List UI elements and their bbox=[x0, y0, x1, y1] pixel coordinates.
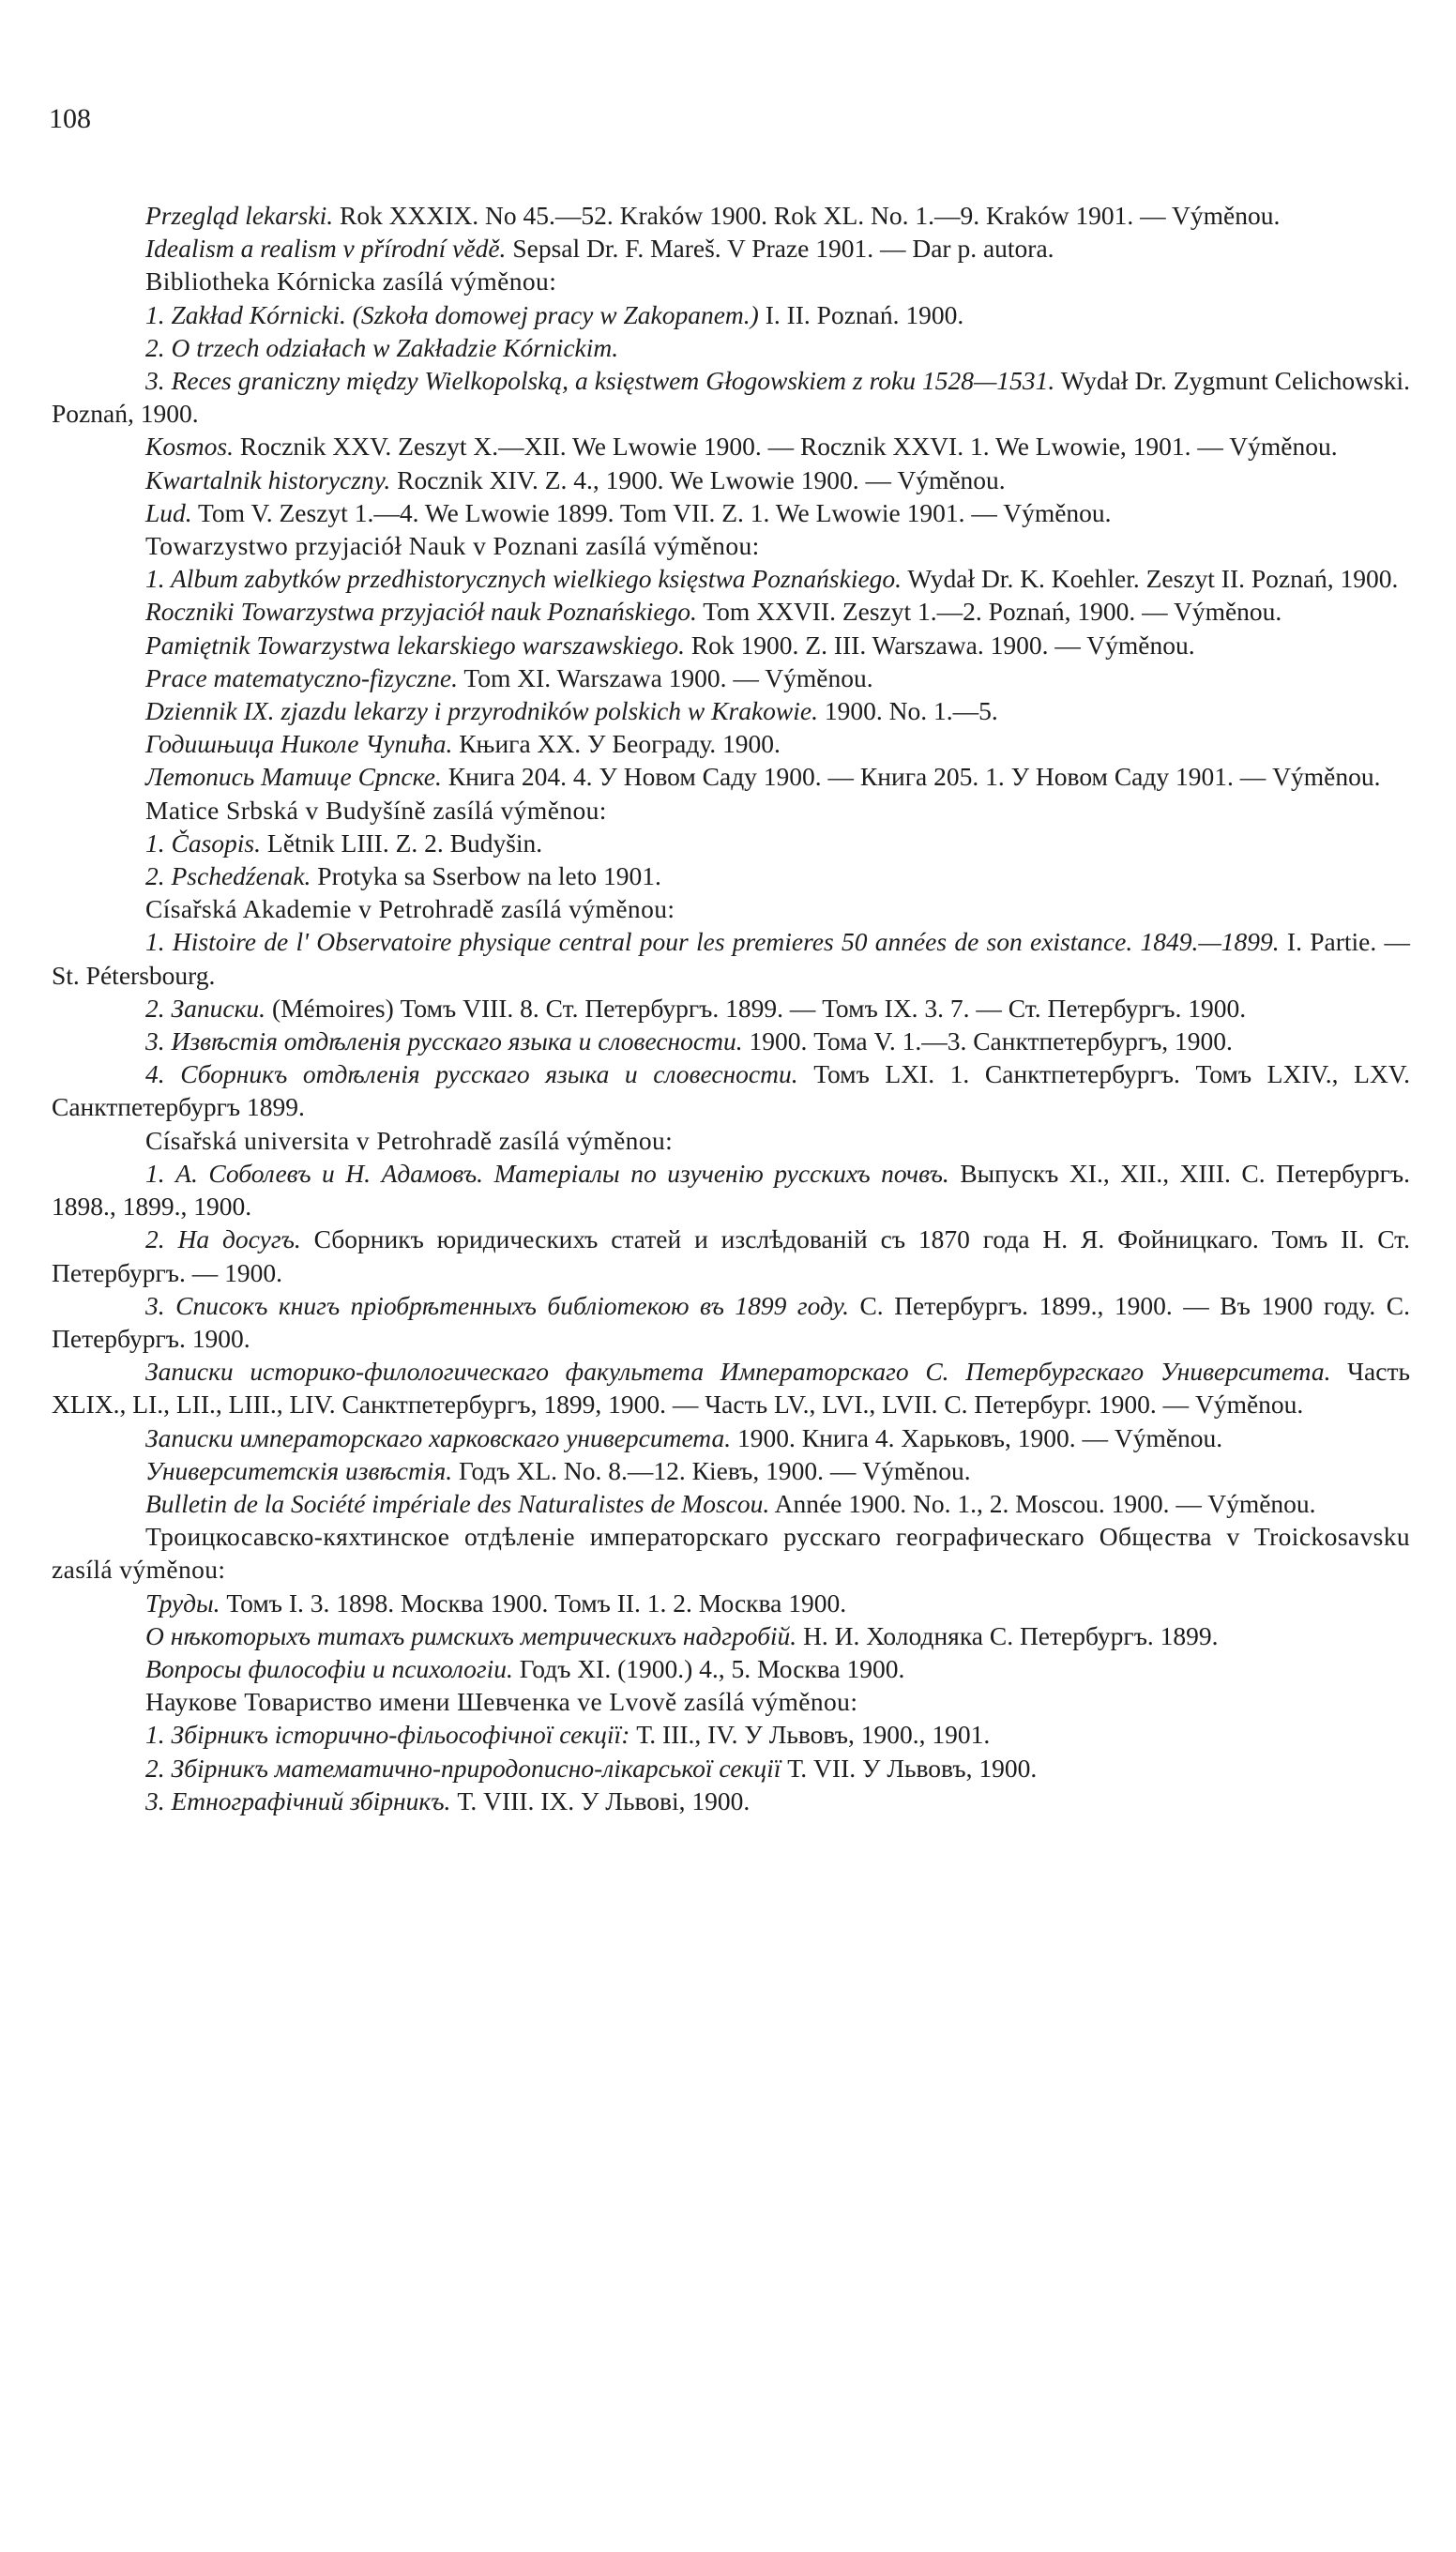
bibliography-entry bbox=[52, 760, 1410, 793]
section-heading: Bibliotheka Kórnicka zasílá výměnou: bbox=[145, 266, 557, 296]
entry-title: 1. Histoire de l' Observatoire physique central pour les premieres 50 années de son existance. 1849.—1899. bbox=[145, 927, 1280, 957]
bibliography-entry bbox=[52, 298, 1410, 331]
bibliography-entry bbox=[52, 1619, 1410, 1652]
entry-title: 2. Збірникъ математично-природописно-лікарської секції bbox=[145, 1753, 781, 1783]
bibliography-entry bbox=[52, 661, 1410, 694]
bibliography-entry bbox=[52, 1421, 1410, 1454]
entry-title: 1. Časopis. bbox=[145, 828, 262, 858]
entry-title: Записки историко-филологическаго факультета Императорскаго С. Петербургскаго Университета. bbox=[145, 1357, 1331, 1387]
bibliography-entry bbox=[52, 992, 1410, 1025]
bibliography-entry bbox=[52, 1223, 1410, 1288]
bibliography-entry bbox=[52, 496, 1410, 529]
entry-details: Томъ I. 3. 1898. Москва 1900. Томъ II. 1. 2. Москва 1900. bbox=[220, 1587, 847, 1618]
bibliography-entry bbox=[52, 430, 1410, 463]
bibliography-entry bbox=[52, 1289, 1410, 1355]
entry-details: Књига XX. У Београду. 1900. bbox=[452, 729, 781, 759]
entry-title: Университетскія извѣстія. bbox=[145, 1455, 453, 1485]
bibliography-entry bbox=[52, 694, 1410, 727]
entry-details: Часть XLIX., LI., LII., LIII., LIV. Санктпетербургъ, 1899, 1900. — Часть LV., LVI., LVII. С. Петербург. 1900. — Výměnou. bbox=[52, 1357, 1410, 1420]
section-heading: Троицкосавско-кяхтинское отдѣленіе императорскаго русскаго географическаго Общества v Troickosavsku zasílá výměnou: bbox=[52, 1522, 1410, 1585]
bibliography-entry bbox=[52, 1025, 1410, 1057]
entry-title: Годишњица Николе Чупића. bbox=[145, 729, 453, 759]
entry-title: Przegląd lekarski. bbox=[145, 201, 334, 230]
entry-details: (Mémoires) Томъ VIII. 8. Ст. Петербургъ. 1899. — Томъ IX. 3. 7. — Ст. Петербургъ. 1900. bbox=[265, 993, 1247, 1023]
entry-title: 2. Pschedźenak. bbox=[145, 861, 311, 891]
page-number: 108 bbox=[49, 103, 91, 134]
entry-details: Rok 1900. Z. III. Warszawa. 1900. — Výměnou. bbox=[684, 630, 1195, 660]
bibliography-entry bbox=[52, 595, 1410, 628]
entry-details: Книга 204. 4. У Новом Саду 1900. — Книга 205. 1. У Новом Саду 1901. — Výměnou. bbox=[441, 762, 1381, 792]
entry-details: Томъ LXI. 1. Санктпетербургъ. Томъ LXIV., LXV. Санктпетербургъ 1899. bbox=[52, 1059, 1410, 1122]
bibliography-entry bbox=[52, 1652, 1410, 1685]
bibliography-entry bbox=[52, 1454, 1410, 1487]
entry-details: Т. VII. У Львовъ, 1900. bbox=[781, 1753, 1038, 1783]
bibliography-entry bbox=[52, 1057, 1410, 1123]
bibliography-entry bbox=[52, 331, 1410, 364]
bibliography-entry bbox=[52, 232, 1410, 265]
entry-details: 1900. Тома V. 1.—3. Санктпетербургъ, 1900. bbox=[742, 1026, 1233, 1056]
entry-details: I. II. Poznań. 1900. bbox=[758, 299, 964, 329]
entry-details: Sepsal Dr. F. Mareš. V Praze 1901. — Dar p. autora. bbox=[506, 234, 1054, 264]
entry-details: Сборникъ юридическихъ статей и изслѣдованій съ 1870 года Н. Я. Фойницкаго. Томъ II. Ст. Петербургъ. — 1900. bbox=[52, 1224, 1410, 1287]
entry-title: Roczniki Towarzystwa przyjaciół nauk Poznańskiego. bbox=[145, 597, 697, 627]
entry-details: Т. VIII. IX. У Львові, 1900. bbox=[450, 1785, 751, 1815]
entry-details: Tom XXVII. Zeszyt 1.—2. Poznań, 1900. — Výměnou. bbox=[696, 597, 1282, 627]
bibliography-list bbox=[52, 199, 1410, 1817]
bibliography-entry bbox=[52, 1157, 1410, 1223]
bibliography-entry bbox=[52, 1718, 1410, 1751]
entry-title: Труды. bbox=[145, 1587, 220, 1618]
entry-details: С. Петербургъ. 1899., 1900. — Въ 1900 году. С. Петербургъ. 1900. bbox=[52, 1290, 1410, 1353]
entry-details: Année 1900. No. 1., 2. Moscou. 1900. — Výměnou. bbox=[769, 1488, 1316, 1518]
entry-details: Protyka sa Sserbow na leto 1901. bbox=[311, 861, 661, 891]
entry-title: Prace matematyczno-fizyczne. bbox=[145, 662, 458, 692]
entry-title: Lud. bbox=[145, 497, 192, 527]
bibliography-entry bbox=[52, 364, 1410, 430]
entry-details: Wydał Dr. Zygmunt Celichowski. Poznań, 1900. bbox=[52, 366, 1410, 429]
entry-details: Rocznik XIV. Z. 4., 1900. We Lwowie 1900. — Výměnou. bbox=[390, 464, 1006, 494]
entry-title: Записки императорскаго харковскаго университета. bbox=[145, 1422, 732, 1452]
entry-title: 1. А. Соболевъ и Н. Адамовъ. Матеріалы по изученію русскихъ почвъ. bbox=[145, 1158, 949, 1188]
bibliography-entry bbox=[52, 827, 1410, 859]
entry-title: 2. На досугъ. bbox=[145, 1224, 301, 1254]
entry-title: 1. Album zabytków przedhistorycznych wielkiego księstwa Poznańskiego. bbox=[145, 564, 902, 594]
entry-details: Tom V. Zeszyt 1.—4. We Lwowie 1899. Tom VII. Z. 1. We Lwowie 1901. — Výměnou. bbox=[191, 497, 1112, 527]
entry-title: 2. Записки. bbox=[145, 993, 266, 1023]
entry-details: I. Partie. — St. Pétersbourg. bbox=[52, 927, 1410, 990]
entry-details: 1900. No. 1.—5. bbox=[817, 696, 998, 726]
section-heading: Císařská Akademie v Petrohradě zasílá výměnou: bbox=[145, 894, 675, 924]
entry-title: Pamiętnik Towarzystwa lekarskiego warszawskiego. bbox=[145, 630, 685, 660]
entry-title: 2. O trzech odziałach w Zakładzie Kórnickim. bbox=[145, 332, 619, 362]
entry-title: 1. Zakład Kórnicki. (Szkoła domowej pracy w Zakopanem.) bbox=[145, 299, 759, 329]
entry-details: Wydał Dr. K. Koehler. Zeszyt II. Poznań, 1900. bbox=[902, 564, 1399, 594]
bibliography-entry bbox=[52, 1785, 1410, 1817]
bibliography-entry bbox=[52, 1487, 1410, 1520]
entry-title: 3. Reces graniczny między Wielkopolską, a księstwem Głogowskiem z roku 1528—1531. bbox=[145, 366, 1055, 396]
entry-title: 4. Сборникъ отдѣленія русскаго языка и словесности. bbox=[145, 1059, 798, 1089]
entry-title: Kosmos. bbox=[145, 432, 234, 462]
section-heading: Matice Srbská v Budyšíně zasílá výměnou: bbox=[145, 795, 607, 825]
entry-title: 3. Списокъ книгъ пріобрѣтенныхъ библіотекою въ 1899 году. bbox=[145, 1290, 849, 1320]
entry-title: 3. Извѣстія отдѣленія русскаго языка и словесности. bbox=[145, 1026, 743, 1056]
bibliography-entry bbox=[52, 463, 1410, 496]
entry-title: Bulletin de la Société impériale des Naturalistes de Moscou. bbox=[145, 1488, 770, 1518]
entry-title: 1. Збірникъ історично-фільософічної секції: bbox=[145, 1720, 630, 1750]
section-heading: Císařská universita v Petrohradě zasílá výměnou: bbox=[145, 1125, 674, 1155]
bibliography-entry bbox=[52, 1752, 1410, 1785]
bibliography-entry bbox=[52, 1587, 1410, 1619]
entry-details: Годъ XI. (1900.) 4., 5. Москва 1900. bbox=[512, 1653, 905, 1683]
entry-details: 1900. Книга 4. Харьковъ, 1900. — Výměnou. bbox=[731, 1422, 1223, 1452]
entry-details: Rok XXXIX. No 45.—52. Kraków 1900. Rok XL. No. 1.—9. Kraków 1901. — Výměnou. bbox=[333, 201, 1281, 230]
entry-details: Т. III., IV. У Львовъ, 1900., 1901. bbox=[629, 1720, 991, 1750]
entry-title: 3. Етнографічний збірникъ. bbox=[145, 1785, 451, 1815]
bibliography-entry bbox=[52, 925, 1410, 991]
bibliography-entry bbox=[52, 727, 1410, 760]
entry-title: Летопись Матице Српске. bbox=[145, 762, 442, 792]
bibliography-entry bbox=[52, 562, 1410, 595]
section-heading: Towarzystwo przyjaciół Nauk v Poznani zasílá výměnou: bbox=[145, 531, 760, 561]
bibliography-entry bbox=[52, 859, 1410, 892]
entry-details: Годъ XL. No. 8.—12. Кіевъ, 1900. — Výměnou. bbox=[452, 1455, 971, 1485]
entry-title: Kwartalnik historyczny. bbox=[145, 464, 391, 494]
entry-details: Rocznik XXV. Zeszyt X.—XII. We Lwowie 1900. — Rocznik XXVI. 1. We Lwowie, 1901. — Výměnou. bbox=[233, 432, 1338, 462]
bibliography-entry bbox=[52, 629, 1410, 661]
entry-details: Н. И. Холодняка С. Петербургъ. 1899. bbox=[796, 1620, 1219, 1650]
section-heading: Наукове Товариство имени Шевченка ve Lvově zasílá výměnou: bbox=[145, 1687, 858, 1717]
entry-title: Dziennik IX. zjazdu lekarzy i przyrodników polskich w Krakowie. bbox=[145, 696, 818, 726]
entry-title: Idealism a realism v přírodní vědě. bbox=[145, 234, 507, 264]
bibliography-entry bbox=[52, 1355, 1410, 1420]
entry-details: Lětnik LIII. Z. 2. Budyšin. bbox=[261, 828, 543, 858]
entry-details: Tom XI. Warszawa 1900. — Výměnou. bbox=[457, 662, 873, 692]
entry-details: Выпускъ XI., XII., XIII. С. Петербургъ. 1898., 1899., 1900. bbox=[52, 1158, 1410, 1222]
entry-title: О нѣкоторыхъ титахъ римскихъ метрическихъ надгробій. bbox=[145, 1620, 797, 1650]
bibliography-entry bbox=[52, 199, 1410, 232]
entry-title: Вопросы философіи и психологіи. bbox=[145, 1653, 513, 1683]
